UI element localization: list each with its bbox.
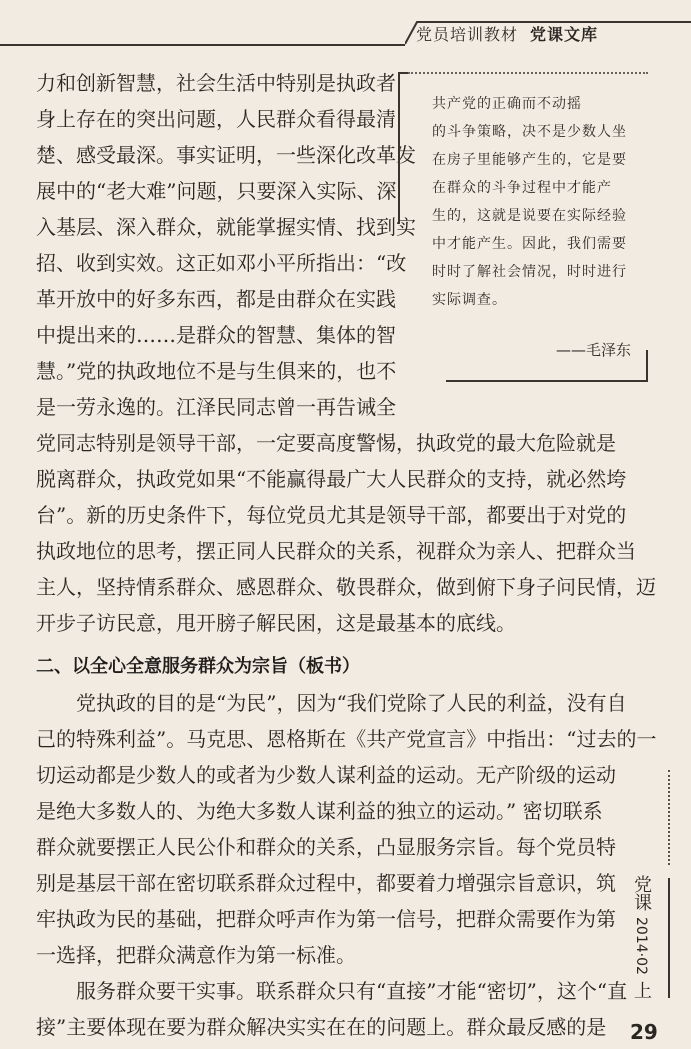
body-line: 服务群众要干实事。联系群众只有“直接”才能“密切”，这个“直 — [36, 979, 628, 1003]
body-line: 党同志特别是领导干部，一定要高度警惕，执政党的最大危险就是 — [36, 431, 616, 455]
quote-line: 实际调查。 — [432, 292, 507, 308]
issue-label — [630, 875, 662, 999]
body-line: 切运动都是少数人的或者为少数人谋利益的运动。无产阶级的运动 — [36, 763, 616, 787]
body-line: 党执政的目的是“为民”，因为“我们党除了人民的利益，没有自 — [36, 691, 627, 715]
body-line: 主人，坚持情系群众、感恩群众、敬畏群众，做到俯下身子问民情，迈 — [36, 575, 656, 599]
body-line: 力和创新智慧，社会生活中特别是执政者 — [36, 71, 396, 95]
body-line: 中提出来的……是群众的智慧、集体的智 — [36, 323, 396, 347]
body-line: 楚、感受最深。事实证明，一些深化改革发 — [36, 143, 416, 167]
issue-number: 2014·02 — [633, 917, 649, 975]
quote-line: 的斗争策略，决不是少数人坐 — [432, 124, 627, 140]
body-line: 牢执政为民的基础，把群众呼声作为第一信号，把群众需要作为第 — [36, 907, 616, 931]
body-line: 入基层、深入群众，就能掌握实情、找到实 — [36, 215, 416, 239]
section-heading: 二、以全心全意服务群众为宗旨（板书） — [36, 656, 360, 677]
quote-line: 生的，这就是说要在实际经验 — [432, 208, 627, 224]
body-line: 是一劳永逸的。江泽民同志曾一再告诫全 — [36, 395, 396, 419]
body-line: 招、收到实效。这正如邓小平所指出：“改 — [36, 251, 407, 275]
body-line: 脱离群众，执政党如果“不能赢得最广大人民群众的支持，就必然垮 — [36, 467, 627, 491]
issue-part: 上 — [631, 980, 652, 999]
side-rule — [668, 878, 670, 998]
body-line: 接”主要体现在要为群众解决实实在在的问题上。群众最反感的是 — [36, 1015, 607, 1039]
quote-line: 共产党的正确而不动摇 — [432, 96, 582, 112]
quote-author: ——毛泽东 — [556, 341, 632, 359]
body-line: 群众就要摆正人民公仆和群众的关系，凸显服务宗旨。每个党员特 — [36, 835, 616, 859]
body-line: 革开放中的好多东西，都是由群众在实践 — [36, 287, 396, 311]
quote-line: 在群众的斗争过程中才能产 — [432, 180, 612, 196]
body-line: 慧。”党的执政地位不是与生俱来的，也不 — [36, 359, 397, 383]
body-line: 开步子访民意，甩开膀子解民困，这是最基本的底线。 — [36, 611, 516, 635]
body-line: 身上存在的突出问题，人民群众看得最清 — [36, 107, 396, 131]
quote-dotted-rule — [408, 72, 648, 74]
page-number: 29 — [630, 1020, 658, 1044]
issue-title: 党课 — [631, 875, 652, 911]
quote-corner-top-left — [398, 72, 408, 224]
header-rule — [0, 44, 405, 46]
quote-line: 时时了解社会情况，时时进行 — [432, 264, 627, 280]
header-series: 党员培训教材 — [416, 25, 519, 44]
body-line: 台”。新的历史条件下，每位党员尤其是领导干部，都要出于对党的 — [36, 503, 627, 527]
quote-line: 中才能产生。因此，我们需要 — [432, 236, 627, 252]
quote-line: 在房子里能够产生的，它是要 — [432, 152, 627, 168]
body-line: 己的特殊利益”。马克思、恩格斯在《共产党宣言》中指出：“过去的一 — [36, 727, 657, 751]
header-brand: 党课文库 — [530, 25, 599, 44]
body-line: 展中的“老大难”问题，只要深入实际、深 — [36, 179, 397, 203]
side-dotted-rule — [668, 770, 670, 865]
body-line: 执政地位的思考，摆正同人民群众的关系，视群众为亲人、把群众当 — [36, 539, 636, 563]
running-header — [416, 22, 598, 45]
body-line: 一选择，把群众满意作为第一标准。 — [36, 943, 356, 967]
body-line: 是绝大多数人的、为绝大多数人谋利益的独立的运动。” 密切联系 — [36, 799, 603, 823]
body-line: 别是基层干部在密切联系群众过程中，都要着力增强宗旨意识，筑 — [36, 871, 616, 895]
